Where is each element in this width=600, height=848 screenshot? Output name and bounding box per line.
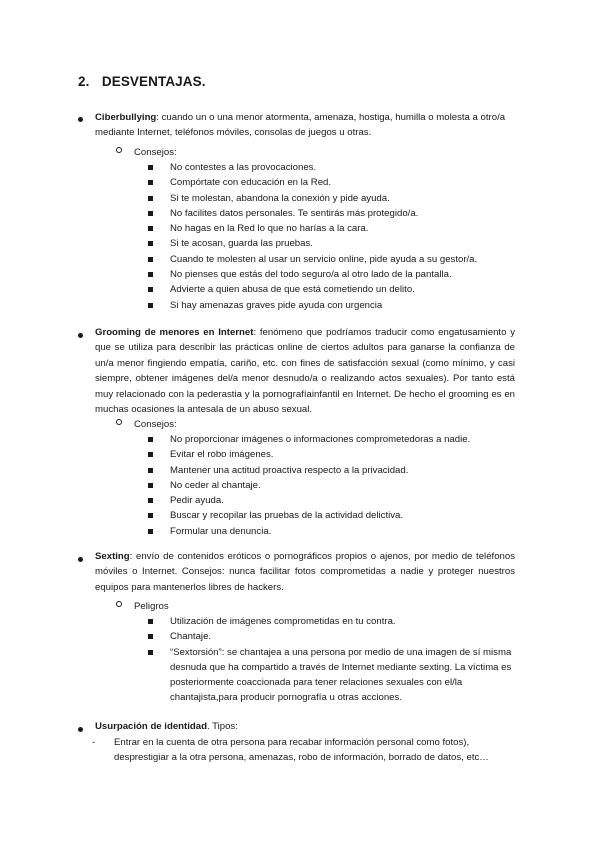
list-item: No proporcionar imágenes o informaciones comprometedoras a nadie. [148, 432, 520, 447]
square-bullet-icon [148, 272, 153, 277]
list-item: Chantaje. [148, 629, 520, 644]
list-item: No facilites datos personales. Te sentirás más protegido/a. [148, 206, 520, 221]
list-ciberbullying-consejos [148, 160, 520, 313]
list-item: Utilización de imágenes comprometidas en tu contra. [148, 614, 520, 629]
paragraph-grooming [95, 325, 515, 417]
square-bullet-icon [148, 468, 153, 473]
list-item: No contestes a las provocaciones. [148, 160, 520, 175]
list-item: No ceder al chantaje. [148, 478, 520, 493]
list-item: No pienses que estás del todo seguro/a al otro lado de la pantalla. [148, 267, 520, 282]
bullet-icon [78, 727, 83, 732]
square-bullet-icon [148, 257, 153, 262]
list-item: Compórtate con educación en la Red. [148, 175, 520, 190]
circle-bullet-icon [116, 601, 122, 607]
list-usurpacion-tipos [92, 735, 522, 766]
list-item: Buscar y recopilar las pruebas de la actividad delictiva. [148, 508, 520, 523]
term-sexting: Sexting [95, 551, 130, 562]
list-item: “Sextorsión”: se chantajea a una persona por medio de una imagen de sí misma desnuda que ha compartido a través de Internet mediante sexting. La víctima es posteriormente coaccionada para tener relaciones sexuales con el/la chantajista,para producir pornografía u otras acciones. [148, 645, 520, 706]
square-bullet-icon [148, 226, 153, 231]
paragraph-usurpacion [95, 719, 515, 734]
term-usurpacion: Usurpación de identidad [95, 721, 207, 732]
list-item: No hagas en la Red lo que no harías a la cara. [148, 221, 520, 236]
list-item: Si te acosan, guarda las pruebas. [148, 236, 520, 251]
list-item: Cuando te molesten al usar un servicio online, pide ayuda a su gestor/a. [148, 252, 520, 267]
square-bullet-icon [148, 196, 153, 201]
square-bullet-icon [148, 165, 153, 170]
square-bullet-icon [148, 211, 153, 216]
list-grooming-consejos [148, 432, 520, 539]
square-bullet-icon [148, 437, 153, 442]
square-bullet-icon [148, 287, 153, 292]
list-item: Evitar el robo imágenes. [148, 447, 520, 462]
term-grooming: Grooming de menores en Internet [95, 327, 254, 338]
square-bullet-icon [148, 303, 153, 308]
text-usurpacion: . Tipos: [206, 721, 238, 732]
list-item: Si te molestan, abandona la conexión y pide ayuda. [148, 191, 520, 206]
paragraph-ciberbullying [95, 110, 515, 141]
sublabel-sexting: Peligros [116, 599, 169, 614]
text-ciberbullying: : cuando un o una menor atormenta, amenaza, hostiga, humilla o molesta a otro/a mediante Internet, teléfonos móviles, consolas de juegos u otras. [95, 112, 506, 139]
square-bullet-icon [148, 513, 153, 518]
list-item: Mantener una actitud proactiva respecto a la privacidad. [148, 463, 520, 478]
text-grooming: : fenómeno que podríamos traducir como engatusamiento y que se utiliza para describir las prácticas online de ciertos adultos para ganarse la confianza de un/a menor fingiendo empatía, cariño, etc. con fines de satisfacción sexual (como mínimo, y casi siempre, obtener imágenes del/a menor desnudo/a o realizando actos sexuales). Por tanto está muy relacionado con la pederastia y la pornografíainfantil en Internet. De hecho el grooming es en muchas ocasiones la antesala de un abuso sexual. [95, 327, 515, 416]
square-bullet-icon [148, 619, 153, 624]
circle-bullet-icon [116, 419, 122, 425]
list-item: Advierte a quien abusa de que está cometiendo un delito. [148, 282, 520, 297]
square-bullet-icon [148, 241, 153, 246]
list-item: - Entrar en la cuenta de otra persona para recabar información personal como fotos), desprestigiar a la otra persona, amenazas, robo de información, borrado de datos, etc… [92, 737, 489, 764]
square-bullet-icon [148, 498, 153, 503]
circle-bullet-icon [116, 147, 122, 153]
section-title: DESVENTAJAS. [101, 74, 206, 89]
list-item: Si hay amenazas graves pide ayuda con urgencia [148, 298, 520, 313]
section-heading [78, 74, 206, 89]
list-sexting-peligros [148, 614, 520, 706]
square-bullet-icon [148, 529, 153, 534]
list-item: Formular una denuncia. [148, 524, 520, 539]
bullet-icon [78, 117, 83, 122]
square-bullet-icon [148, 634, 153, 639]
sublabel-ciberbullying: Consejos: [116, 145, 177, 160]
bullet-icon [78, 557, 83, 562]
text-sexting: : envío de contenidos eróticos o pornográficos propios o ajenos, por medio de teléfonos móviles o Internet. Consejos: nunca facilitar fotos comprometidas a nadie y proteger nuestros equipos para mantenerlos libres de hackers. [95, 551, 515, 593]
square-bullet-icon [148, 650, 153, 655]
term-ciberbullying: Ciberbullying [95, 112, 157, 123]
square-bullet-icon [148, 483, 153, 488]
bullet-icon [78, 333, 83, 338]
list-item: Pedir ayuda. [148, 493, 520, 508]
dash-bullet-icon: - [92, 737, 96, 748]
section-number: 2. [78, 74, 90, 89]
paragraph-sexting [95, 549, 515, 595]
sublabel-grooming: Consejos: [116, 417, 177, 432]
square-bullet-icon [148, 452, 153, 457]
square-bullet-icon [148, 180, 153, 185]
